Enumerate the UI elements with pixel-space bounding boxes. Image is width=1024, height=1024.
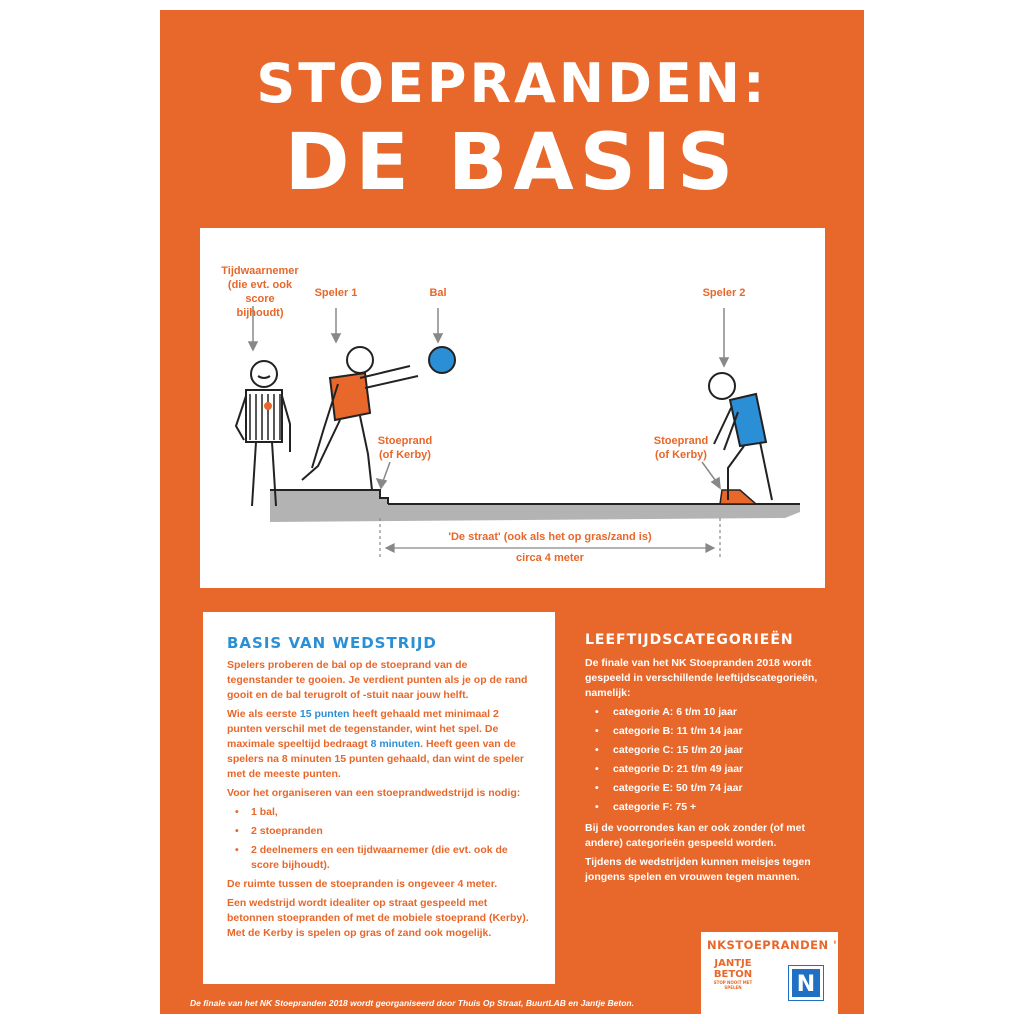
label-stoeprand-left: [370, 434, 440, 462]
basis-rules-part1: Wie als eerste: [227, 708, 300, 720]
requirements-list: [235, 805, 533, 873]
label-bal: Bal: [429, 287, 447, 299]
basis-intro: Spelers proberen de bal op de stoeprand van de tegenstander te gooien. Je verdient punten als je op de rand gooit en de bal terugrolt of -stuit naar jouw helft.: [227, 659, 528, 701]
basis-heading: BASIS VAN WEDSTRIJD: [227, 634, 437, 652]
poster: [160, 10, 864, 1014]
list-item: • 2 deelnemers en een tijdwaarnemer (die evt. ook de score bijhoudt).: [235, 843, 533, 873]
label-tijdwaarnemer-line2: (die evt. ook score: [227, 279, 293, 305]
basis-rules-part3: . Heeft geen van de spelers na 8 minuten 15 punten gehaald, dan wint de speler met de meeste punten.: [227, 738, 524, 780]
n-logo-icon: N: [789, 966, 823, 1000]
jantje-logo-line2: BETON: [713, 969, 753, 980]
basis-rules: [227, 707, 533, 782]
label-stoeprand-right-line1: Stoeprand: [653, 435, 709, 447]
leeftijd-panel: [585, 632, 825, 889]
basis-location: Een wedstrijd wordt idealiter op straat gespeeld met betonnen stoepranden of met de mobiele stoeprand (Kerby). Met de Kerby is spelen op gras of zand ook mogelijk.: [227, 897, 529, 939]
list-item: • categorie C: 15 t/m 20 jaar: [595, 743, 825, 758]
leeftijd-voorrondes: Bij de voorrondes kan er ook zonder (of met andere) categorieën gespeeld worden.: [585, 822, 805, 849]
label-stoeprand-left-line1: Stoeprand: [377, 435, 433, 447]
leeftijd-heading: LEEFTIJDSCATEGORIEËN: [585, 632, 794, 648]
kerby-right: [720, 490, 756, 504]
label-straat: 'De straat' (ook als het op gras/zand is): [448, 531, 652, 543]
nk-logo-box: [701, 932, 855, 1014]
leeftijd-intro: De finale van het NK Stoepranden 2018 wordt gespeeld in verschillende leeftijdscategorieën, namelijk:: [585, 657, 818, 699]
nk-logo-title: NKSTOEPRANDEN '18: [707, 938, 855, 952]
timekeeper-figure: [236, 361, 290, 506]
jantje-beton-logo: [708, 958, 758, 990]
basis-requirements-intro: Voor het organiseren van een stoeprandwedstrijd is nodig:: [227, 787, 521, 799]
list-item: • categorie D: 21 t/m 49 jaar: [595, 762, 825, 777]
list-item: • categorie F: 75 +: [595, 800, 825, 815]
highlight-15-punten: 15 punten: [299, 708, 350, 720]
list-item: • 1 bal,: [235, 805, 533, 820]
footer-credit: De finale van het NK Stoepranden 2018 wordt georganiseerd door Thuis Op Straat, BuurtLAB en Jantje Beton.: [190, 998, 634, 1008]
label-stoeprand-left-line2: (of Kerby): [379, 449, 431, 461]
label-tijdwaarnemer-line3: bijhoudt): [236, 307, 284, 319]
page-title-line1: STOEPRANDEN:: [256, 52, 768, 115]
leeftijd-mixed: Tijdens de wedstrijden kunnen meisjes tegen jongens spelen en vrouwen tegen mannen.: [585, 856, 811, 883]
page-title-line2: DE BASIS: [284, 118, 740, 208]
list-item: • categorie B: 11 t/m 14 jaar: [595, 724, 825, 739]
jantje-logo-line1: JANTJE: [714, 958, 752, 969]
ball: [429, 347, 455, 373]
highlight-8-minuten: 8 minuten: [370, 738, 421, 750]
label-stoeprand-right: [646, 434, 716, 462]
category-list: [595, 705, 825, 815]
list-item: • categorie A: 6 t/m 10 jaar: [595, 705, 825, 720]
basis-rules-part2: heeft gehaald met minimaal 2 punten verschil met de tegenstander, wint het spel. De maximale speeltijd bedraagt: [227, 708, 499, 750]
list-item: • categorie E: 50 t/m 74 jaar: [595, 781, 825, 796]
player1-figure: [302, 347, 418, 490]
jantje-logo-tagline: STOP NOOIT MET SPELEN: [713, 980, 753, 990]
label-speler1: Speler 1: [314, 287, 358, 299]
label-tijdwaarnemer-line1: Tijdwaarnemer: [221, 265, 299, 277]
list-item: • 2 stoepranden: [235, 824, 533, 839]
basis-panel: [203, 612, 555, 984]
label-afstand: circa 4 meter: [516, 552, 584, 564]
game-diagram: [200, 228, 825, 588]
basis-distance: De ruimte tussen de stoepranden is ongeveer 4 meter.: [227, 878, 498, 890]
label-tijdwaarnemer: [212, 264, 308, 320]
label-speler2: Speler 2: [702, 287, 746, 299]
label-stoeprand-right-line2: (of Kerby): [655, 449, 707, 461]
